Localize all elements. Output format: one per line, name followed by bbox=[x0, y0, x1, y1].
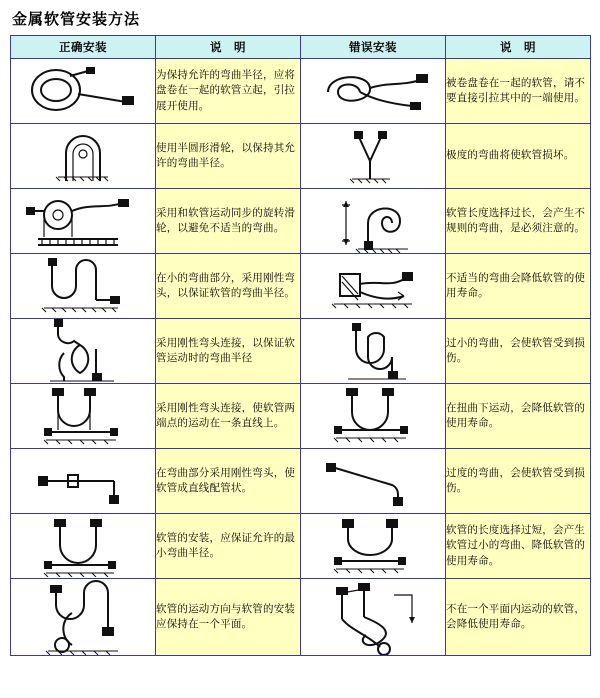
short-u-hose-bracket-icon bbox=[301, 514, 446, 579]
u-hose-min-radius-icon bbox=[11, 514, 156, 579]
header-correct-desc: 说 明 bbox=[156, 36, 301, 59]
rigid-elbow-small-bend-icon bbox=[11, 254, 156, 319]
same-plane-motion-icon bbox=[11, 579, 156, 656]
twisted-u-hose-icon bbox=[301, 384, 446, 449]
header-correct-install: 正确安装 bbox=[11, 36, 156, 59]
row-desc: 软管的安装，应保证允许的最小弯曲半径。 bbox=[156, 514, 301, 579]
semicircle-sheave-hose-icon bbox=[11, 124, 156, 189]
rotating-sheave-chain-icon bbox=[11, 189, 156, 254]
improper-bend-fitting-icon bbox=[301, 254, 446, 319]
table-row bbox=[11, 449, 591, 514]
straight-pipe-elbow-icon bbox=[11, 449, 156, 514]
row-desc: 被卷盘卷在一起的软管，请不要直接引拉其中的一端使用。 bbox=[446, 59, 591, 124]
row-desc: 软管长度选择过长，会产生不规则的弯曲，是必须注意的。 bbox=[446, 189, 591, 254]
row-desc: 不在一个平面内运动的软管，会降低使用寿命。 bbox=[446, 579, 591, 656]
row-desc: 不适当的弯曲会降低软管的使用寿命。 bbox=[446, 254, 591, 319]
row-desc: 在扭曲下运动，会降低软管的使用寿命。 bbox=[446, 384, 591, 449]
row-desc: 过度的弯曲，会使软管受到损伤。 bbox=[446, 449, 591, 514]
page-title: 金属软管安装方法 bbox=[12, 10, 141, 28]
loose-long-hose-icon bbox=[301, 189, 446, 254]
row-desc: 过小的弯曲，会使软管受到损伤。 bbox=[446, 319, 591, 384]
row-desc: 软管的长度选择过短，会产生软管过小的弯曲、降低软管的使用寿命。 bbox=[446, 514, 591, 579]
row-desc: 在弯曲部分采用刚性弯头，使软管成直线配管状。 bbox=[156, 449, 301, 514]
row-desc: 采用刚性弯头连接，使软管两端点的运动在一条直线上。 bbox=[156, 384, 301, 449]
table-row bbox=[11, 579, 591, 656]
rigid-elbow-u-loop-icon bbox=[11, 319, 156, 384]
table-row bbox=[11, 124, 591, 189]
table-body bbox=[11, 59, 591, 656]
too-tight-u-bend-icon bbox=[301, 319, 446, 384]
table-row bbox=[11, 319, 591, 384]
coiled-hose-upright-icon bbox=[11, 59, 156, 124]
rigid-elbow-straight-line-icon bbox=[11, 384, 156, 449]
coiled-hose-pulled-icon bbox=[301, 59, 446, 124]
over-bent-elbow-icon bbox=[301, 449, 446, 514]
sharp-bend-hose-icon bbox=[301, 124, 446, 189]
row-desc: 采用和软管运动同步的旋转滑轮，以避免不适当的弯曲。 bbox=[156, 189, 301, 254]
row-desc: 为保持允许的弯曲半径，应将盘卷在一起的软管立起，引拉展开使用。 bbox=[156, 59, 301, 124]
row-desc: 在小的弯曲部分，采用刚性弯头，以保证软管的弯曲半径。 bbox=[156, 254, 301, 319]
row-desc: 使用半圆形滑轮，以保持其允许的弯曲半径。 bbox=[156, 124, 301, 189]
header-wrong-desc: 说 明 bbox=[446, 36, 591, 59]
table-row bbox=[11, 384, 591, 449]
table-row bbox=[11, 189, 591, 254]
table-row bbox=[11, 254, 591, 319]
table-row bbox=[11, 514, 591, 579]
table-header bbox=[11, 36, 591, 59]
table-row bbox=[11, 59, 591, 124]
hose-installation-table bbox=[10, 35, 591, 656]
row-desc: 采用刚性弯头连接，以保证软管运动时的弯曲半径 bbox=[156, 319, 301, 384]
header-wrong-install: 错误安装 bbox=[301, 36, 446, 59]
row-desc: 极度的弯曲将使软管损坏。 bbox=[446, 124, 591, 189]
out-of-plane-motion-icon bbox=[301, 579, 446, 656]
row-desc: 软管的运动方向与软管的安装应保持在一个平面。 bbox=[156, 579, 301, 656]
